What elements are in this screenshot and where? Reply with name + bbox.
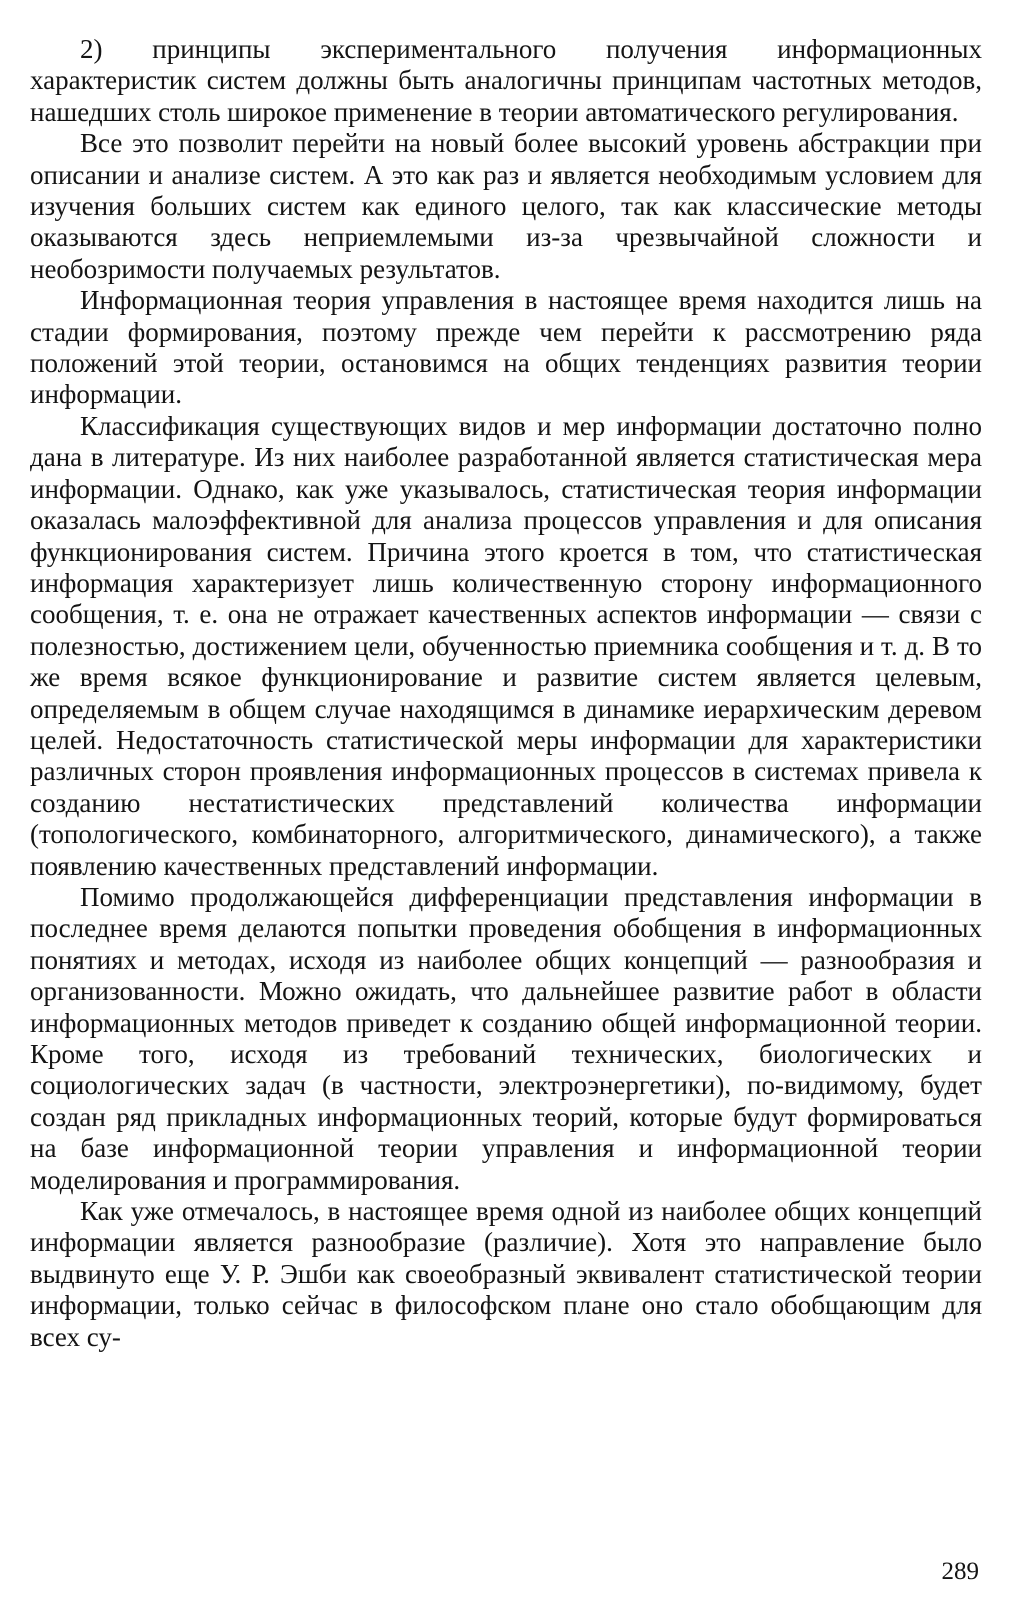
page-body	[30, 34, 982, 1353]
page-number: 289	[941, 1558, 979, 1585]
paragraph-abstraction-level: Все это позволит перейти на новый более высокий уровень абстракции при описании и анализе систем. А это как раз и является необходимым условием для изучения больших систем как единого целого, так как классические методы оказываются здесь неприемлемыми из-за чрезвычайной сложности и необозримости получаемых результатов.	[30, 128, 982, 284]
paragraph-classification: Классификация существующих видов и мер информации достаточно полно дана в литературе. Из них наиболее разработанной является статистическая мера информации. Однако, как уже указывалось, статистическая теория информации оказалась малоэффективной для анализа процессов управления и для описания функционирования систем. Причина этого кроется в том, что статистическая информация характеризует лишь количественную сторону информационного сообщения, т. е. она не отражает качественных аспектов информации — связи с полезностью, достижением цели, обученностью приемника сообщения и т. д. В то же время всякое функционирование и развитие систем является целевым, определяемым в общем случае находящимся в динамике иерархическим деревом целей. Недостаточность статистической меры информации для характеристики различных сторон проявления информационных процессов в системах привела к созданию нестатистических представлений количества информации (топологического, комбинаторного, алгоритмического, динамического), а также появлению качественных представлений информации.	[30, 410, 982, 881]
paragraph-frequency-methods: 2) принципы экспериментального получения информационных характеристик систем должны быть аналогичны принципам частотных методов, нашедших столь широкое применение в теории автоматического регулирования.	[30, 34, 982, 127]
paragraph-control-theory: Информационная теория управления в настоящее время находится лишь на стадии формирования, поэтому прежде чем перейти к рассмотрению ряда положений этой теории, остановимся на общих тенденциях развития теории информации.	[30, 285, 982, 410]
paragraph-generalization: Помимо продолжающейся дифференциации представления информации в последнее время делаются попытки проведения обобщения в информационных понятиях и методах, исходя из наиболее общих концепций — разнообразия и организованности. Можно ожидать, что дальнейшее развитие работ в области информационных методов приведет к созданию общей информационной теории. Кроме того, исходя из требований технических, биологических и социологических задач (в частности, электроэнергетики), по-видимому, будет создан ряд прикладных информационных теорий, которые будут формироваться на базе информационной теории управления и информационной теории моделирования и программирования.	[30, 881, 982, 1195]
paragraph-diversity-concept: Как уже отмечалось, в настоящее время одной из наиболее общих концепций информации является разнообразие (различие). Хотя это направление было выдвинуто еще У. Р. Эшби как своеобразный эквивалент статистической теории информации, только сейчас в философском плане оно стало обобщающим для всех су-	[30, 1196, 982, 1352]
